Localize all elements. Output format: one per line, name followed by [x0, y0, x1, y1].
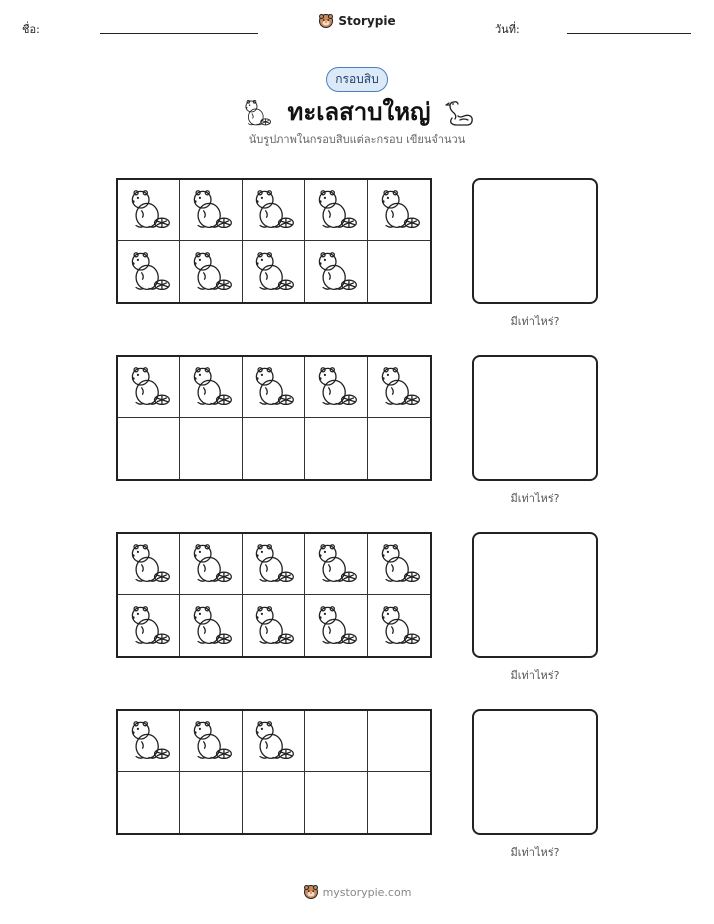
- beaver-icon: [125, 600, 173, 652]
- beaver-icon: [187, 600, 235, 652]
- ten-frame-cell: [243, 711, 305, 772]
- ten-frame-cell: [305, 357, 367, 418]
- brand-logo: [0, 13, 714, 29]
- beaver-icon: [312, 184, 360, 236]
- beaver-icon: [312, 538, 360, 590]
- ten-frame-cell: [118, 595, 180, 656]
- beaver-icon: [187, 184, 235, 236]
- ten-frame-cell: [368, 595, 430, 656]
- topic-badge: กรอบสิบ: [326, 67, 388, 92]
- ten-frame-cell: [243, 418, 305, 479]
- date-line: [567, 33, 691, 34]
- beaver-icon: [125, 361, 173, 413]
- ten-frame-cell: [180, 357, 242, 418]
- ten-frame-cell: [118, 772, 180, 833]
- ten-frame-cell: [180, 418, 242, 479]
- ten-frame-cell: [180, 772, 242, 833]
- ten-frame: [116, 532, 432, 658]
- answer-box[interactable]: [472, 709, 598, 835]
- ten-frame-cell: [118, 534, 180, 595]
- beaver-icon: [125, 715, 173, 767]
- ten-frame: [116, 178, 432, 304]
- ten-frame-cell: [243, 534, 305, 595]
- beaver-icon: [125, 246, 173, 298]
- ten-frame-cell: [368, 534, 430, 595]
- answer-box[interactable]: [472, 178, 598, 304]
- beaver-icon: [249, 246, 297, 298]
- answer-box[interactable]: [472, 532, 598, 658]
- ten-frame-cell: [305, 418, 367, 479]
- ten-frame-cell: [180, 711, 242, 772]
- ten-frame-cell: [305, 534, 367, 595]
- beaver-icon: [249, 715, 297, 767]
- ten-frame-cell: [243, 241, 305, 302]
- ten-frame-cell: [243, 772, 305, 833]
- brand-name: Storypie: [338, 14, 396, 28]
- beaver-icon: [375, 184, 423, 236]
- beaver-icon: [249, 361, 297, 413]
- ten-frame: [116, 355, 432, 481]
- ten-frame-cell: [368, 241, 430, 302]
- name-label: ชื่อ:: [22, 23, 40, 36]
- ten-frame-cell: [243, 357, 305, 418]
- ten-frame-cell: [368, 357, 430, 418]
- ten-frame: [116, 709, 432, 835]
- storypie-mascot-icon: [303, 884, 319, 900]
- worksheet-title: ทะเลสาบใหญ่: [287, 98, 431, 126]
- ten-frame-cell: [118, 180, 180, 241]
- beaver-icon: [375, 600, 423, 652]
- beaver-icon: [249, 600, 297, 652]
- beaver-icon: [125, 184, 173, 236]
- ten-frame-cell: [180, 241, 242, 302]
- ten-frame-cell: [118, 241, 180, 302]
- ten-frame-cell: [305, 772, 367, 833]
- beaver-icon: [240, 96, 274, 128]
- question-label: มีเท่าไหร่?: [510, 492, 560, 505]
- swan-icon: [444, 96, 474, 128]
- ten-frame-cell: [368, 711, 430, 772]
- beaver-icon: [187, 361, 235, 413]
- question-label: มีเท่าไหร่?: [510, 669, 560, 682]
- instructions: นับรูปภาพในกรอบสิบแต่ละกรอบ เขียนจำนวน: [248, 133, 466, 146]
- beaver-icon: [375, 361, 423, 413]
- beaver-icon: [375, 538, 423, 590]
- ten-frame-cell: [305, 180, 367, 241]
- ten-frame-cell: [180, 180, 242, 241]
- ten-frame-cell: [243, 595, 305, 656]
- beaver-icon: [187, 715, 235, 767]
- ten-frame-cell: [368, 772, 430, 833]
- beaver-icon: [249, 184, 297, 236]
- answer-box[interactable]: [472, 355, 598, 481]
- beaver-icon: [312, 361, 360, 413]
- ten-frame-cell: [305, 711, 367, 772]
- ten-frame-cell: [180, 534, 242, 595]
- beaver-icon: [312, 600, 360, 652]
- beaver-icon: [187, 246, 235, 298]
- ten-frame-cell: [118, 357, 180, 418]
- question-label: มีเท่าไหร่?: [510, 846, 560, 859]
- ten-frame-cell: [118, 711, 180, 772]
- footer: [0, 884, 714, 900]
- ten-frame-cell: [305, 241, 367, 302]
- ten-frame-cell: [368, 418, 430, 479]
- ten-frame-cell: [305, 595, 367, 656]
- date-label: วันที่:: [495, 23, 520, 36]
- ten-frame-cell: [243, 180, 305, 241]
- question-label: มีเท่าไหร่?: [510, 315, 560, 328]
- beaver-icon: [187, 538, 235, 590]
- beaver-icon: [249, 538, 297, 590]
- title-row: [0, 92, 714, 131]
- footer-url: mystorypie.com: [322, 885, 412, 899]
- ten-frame-cell: [180, 595, 242, 656]
- beaver-icon: [312, 246, 360, 298]
- ten-frame-cell: [118, 418, 180, 479]
- name-line: [100, 33, 258, 34]
- beaver-icon: [125, 538, 173, 590]
- storypie-mascot-icon: [318, 13, 334, 29]
- ten-frame-cell: [368, 180, 430, 241]
